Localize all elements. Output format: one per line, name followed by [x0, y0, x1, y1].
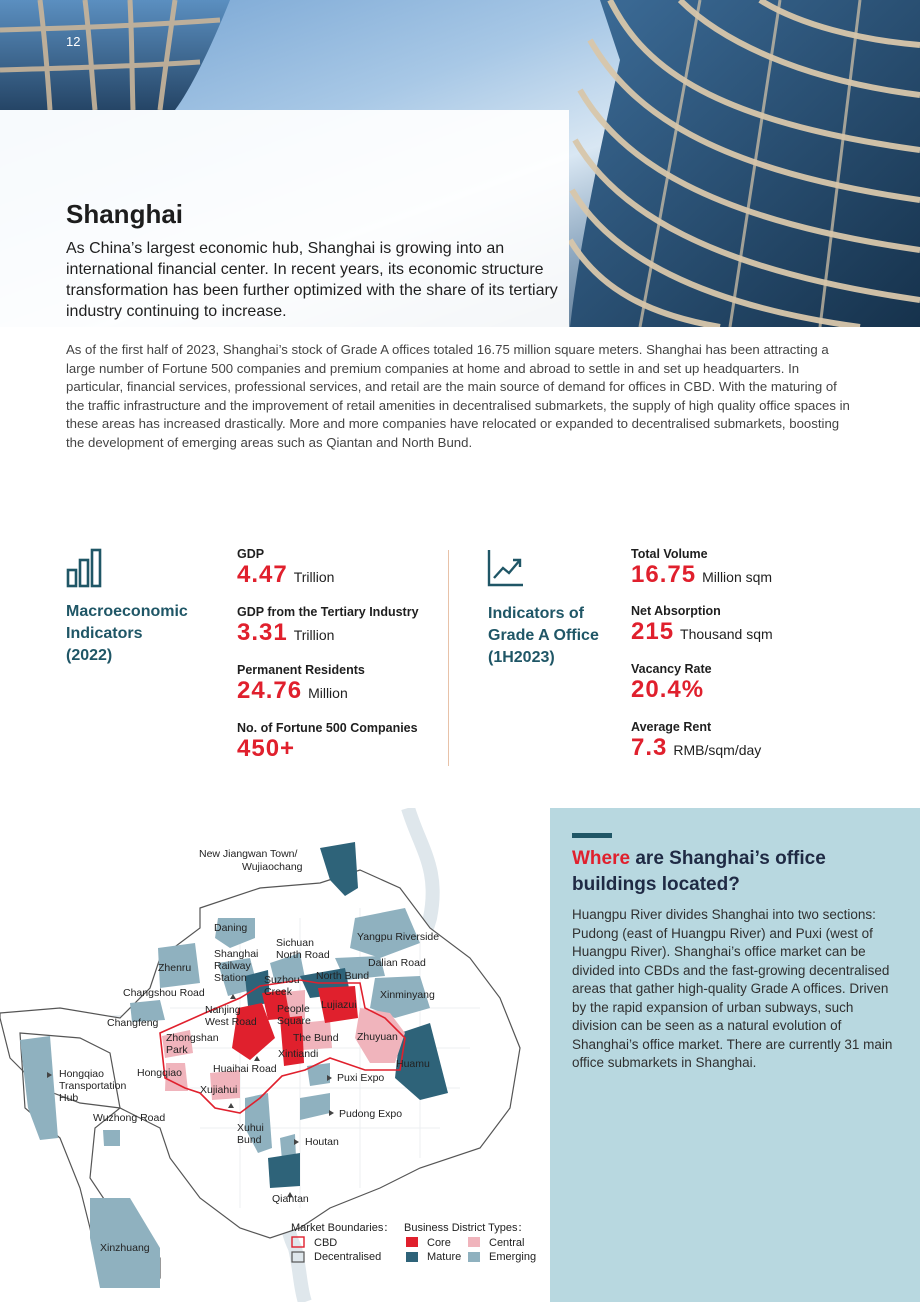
map-label: Hub: [59, 1092, 79, 1104]
legend-mature: Mature: [427, 1251, 462, 1263]
legend-decentralised: Decentralised: [314, 1251, 382, 1263]
map-label: Hongqiao: [137, 1067, 182, 1079]
office-title: Indicators of Grade A Office (1H2023): [488, 605, 599, 666]
map-label: Xinminyang: [380, 989, 435, 1001]
map-label: Station: [214, 972, 247, 984]
map-label: Changshou Road: [123, 987, 205, 999]
map-label: Huaihai Road: [213, 1063, 277, 1075]
map-label: Suzhou: [264, 974, 300, 986]
map-label: Dalian Road: [368, 957, 426, 969]
map-label: Pudong Expo: [339, 1108, 403, 1120]
map-label: Bund: [237, 1134, 262, 1146]
panel-heading: Where are Shanghai’s office buildings located?: [572, 848, 826, 895]
map-label: Wuzhong Road: [93, 1112, 166, 1124]
bar-chart-icon: [66, 548, 102, 588]
map-label: Railway: [214, 960, 251, 972]
map-label: Creek: [264, 986, 293, 998]
accent-bar: [572, 833, 612, 838]
map-label: Puxi Expo: [337, 1072, 385, 1084]
page-number: 12: [66, 34, 81, 49]
map-label: Changfeng: [107, 1017, 159, 1029]
stat-average-rent: Average Rent 7.3 RMB/sqm/day: [631, 720, 762, 761]
map-label: People: [277, 1003, 310, 1015]
map-label: Xuhui: [237, 1122, 264, 1134]
stat-residents: Permanent Residents 24.76 Million: [237, 663, 365, 704]
map-label: Zhenru: [158, 962, 192, 974]
submarket-map: [0, 808, 550, 1302]
map-label: Hongqiao: [59, 1068, 104, 1080]
legend-emerging: Emerging: [489, 1251, 537, 1263]
location-panel: [550, 808, 920, 1302]
legend-central-swatch: [468, 1237, 480, 1247]
map-label: Nanjing: [205, 1004, 241, 1016]
map-label: Wujiaochang: [242, 861, 303, 873]
map-label: Shanghai: [214, 948, 259, 960]
map-label: The Bund: [293, 1032, 339, 1044]
map-label: Lujiazui: [321, 999, 357, 1011]
stat-gdp: GDP 4.47 Trillion: [237, 547, 335, 588]
stat-vacancy-rate: Vacancy Rate 20.4%: [631, 662, 712, 703]
map-label: Xinzhuang: [100, 1242, 150, 1254]
map-label: Houtan: [305, 1136, 339, 1148]
map-label: Zhuyuan: [357, 1031, 398, 1043]
map-label: Qiantan: [272, 1193, 309, 1205]
panel-text: Huangpu River divides Shanghai into two sections: Pudong (east of Huangpu River) and Puxi (west of Huangpu River). Shanghai’s office market can be divided into CBDs and the fast-growing decentralised areas that gather high-quality Grade A offices. Driven by the rapid expansion of urban subways, such division can be seen as a natural evolution of Shanghai’s office market. There are currently 31 main office submarkets in Shanghai.: [572, 907, 893, 1070]
map-label: Park: [166, 1044, 188, 1056]
map-label: Xintiandi: [278, 1048, 319, 1060]
stat-net-absorption: Net Absorption 215 Thousand sqm: [631, 604, 773, 645]
body-paragraph: As of the first half of 2023, Shanghai’s stock of Grade A offices totaled 16.75 million square meters. Shanghai has been attracting a large number of Fortune 500 companies and premium companies at home and abroad to settle in and set up headquarters. In particular, financial services, professional services, and retail are the main source of demand for offices in CBD. With the maturing of the traffic infrastructure and the improvement of retail amenities in decentralised submarkets, the supply of high quality office spaces in these areas has increased drastically. More and more companies have relocated or expanded to decentralised submarkets, boosting the development of emerging areas such as Qiantan and North Bund.: [66, 342, 850, 450]
map-label: North Road: [276, 949, 330, 961]
map-label: Yangpu Riverside: [357, 931, 440, 943]
macro-title: Macroeconomic Indicators (2022): [66, 603, 188, 664]
lead-paragraph: As China’s largest economic hub, Shanghai is growing into an international financial center. In recent years, its economic structure transformation has been further optimized with the share of its tertiary industry continuing to increase.: [66, 240, 558, 320]
legend-central: Central: [489, 1237, 525, 1249]
map-label: Xujiahui: [200, 1084, 238, 1096]
divider: [448, 550, 449, 766]
legend-emerging-swatch: [468, 1252, 480, 1262]
legend-cbd: CBD: [314, 1237, 338, 1249]
map-label: Square: [277, 1015, 311, 1027]
legend-boundaries-title: Market Boundaries：: [291, 1222, 395, 1234]
map-label: Sichuan: [276, 937, 314, 949]
legend-core: Core: [427, 1237, 451, 1249]
legend-types-title: Business District Types：: [404, 1222, 529, 1234]
map-label: North Bund: [316, 970, 370, 982]
legend-mature-swatch: [406, 1252, 418, 1262]
page-title: Shanghai: [66, 199, 184, 229]
map-label: West Road: [205, 1016, 257, 1028]
legend-core-swatch: [406, 1237, 418, 1247]
stat-fortune500: No. of Fortune 500 Companies 450+: [237, 721, 418, 762]
trend-chart-icon: [487, 548, 525, 588]
map-label: Daning: [214, 922, 248, 934]
map-label: Zhongshan: [166, 1032, 219, 1044]
stat-total-volume: Total Volume 16.75 Million sqm: [631, 547, 773, 588]
map-label: New Jiangwan Town/: [199, 848, 298, 860]
map-label: Transportation: [59, 1080, 127, 1092]
stat-gdp-tertiary: GDP from the Tertiary Industry 3.31 Trillion: [237, 605, 419, 646]
map-label: Huamu: [396, 1058, 430, 1070]
